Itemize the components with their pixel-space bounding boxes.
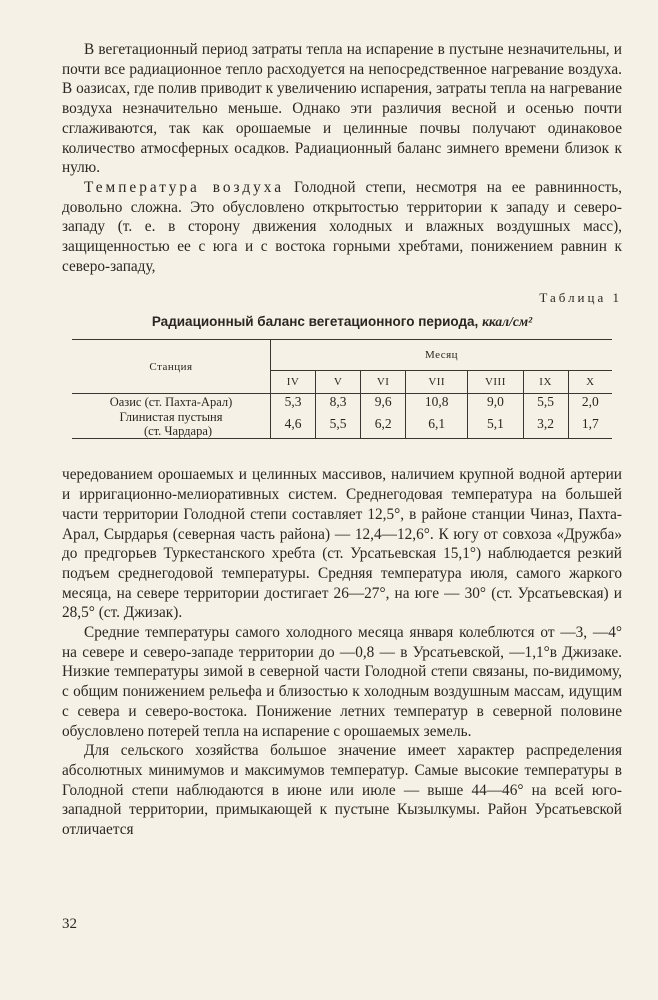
paragraph-air-temperature-text: Голодной степи, несмотря на ее равнинность, довольно сложна. Это обусловлено открытостью территории к западу и северо-западу (т. е. в сторону движения холодных и влажных воздушных масс), защищенностью ее с юга и с востока горными хребтами, понижением равнин к северо-западу, [62, 178, 623, 275]
month-header: Месяц [271, 340, 613, 371]
month-vii: VII [406, 371, 468, 394]
station-clay-desert-line2: (ст. Чардара) [143, 424, 213, 439]
page-number: 32 [62, 916, 77, 932]
paragraph-january-temperature: Средние температуры самого холодного месяца января колеблются от —3, —4° на севере и северо-западе территории до —0,8 — в Урсатьевской, —1,1°в Джизаке. Низкие температуры зимой в северной части Голодной степи связаны, по-видимому, с общим понижением рельефа и близостью к холодным воздушным массам, идущим с севера и северо-востока. Понижение летних температур в северной половине обусловлено потерей тепла на испарение с орошаемых земель. [62, 624, 622, 740]
station-clay-desert [72, 410, 271, 439]
table-cell: 9,6 [361, 394, 406, 411]
radiation-balance-table [72, 339, 612, 439]
paragraph-radiation-heat: В вегетационный период затраты тепла на испарение в пустыне незначительны, и почти все радиационное тепло расходуется на непосредственное нагревание воздуха. В оазисах, где полив приводит к увеличению испарения, затраты тепла на нагревание воздуха незначительно меньше. Однако эти различия весной и осенью почти сглаживаются, так как орошаемые и целинные почвы получают одинаковое количество атмосферных осадков. Радиационный баланс зимнего времени близок к нулю. [62, 41, 622, 177]
month-x: X [568, 371, 612, 394]
table-cell: 5,5 [316, 410, 361, 439]
table-cell: 5,5 [523, 394, 568, 411]
month-iv: IV [271, 371, 316, 394]
table-caption [62, 314, 622, 330]
table-cell: 10,8 [406, 394, 468, 411]
spaced-lead-phrase: Температура воздуха [84, 178, 284, 196]
table-cell: 5,1 [468, 410, 523, 439]
table-caption-unit: ккал/см² [482, 314, 533, 330]
table-cell: 3,2 [523, 410, 568, 439]
paragraph-air-temperature [62, 178, 622, 277]
table-cell: 6,1 [406, 410, 468, 439]
month-viii: VIII [468, 371, 523, 394]
station-header: Станция [72, 340, 271, 394]
month-vi: VI [361, 371, 406, 394]
month-v: V [316, 371, 361, 394]
paragraph-mean-temperature: чередованием орошаемых и целинных массивов, наличием крупной водной артерии и ирригационно-мелиоративных систем. Среднегодовая температура на большей части территории Голодной степи составляет 12,5°, в районе станции Чиназ, Пахта-Арал, Сырдарья (северная часть района) — 12,4—12,6°. К югу от совхоза «Дружба» до предгорьев Туркестанского хребта (ст. Урсатьевская 15,1°) наблюдается резкий подъем среднегодовой температуры. Средняя температура июля, самого жаркого месяца, на севере территории достигает 26—27°, на юге — 30° (ст. Урсатьевская) и 28,5° (ст. Джизак). [62, 466, 622, 622]
table-cell: 9,0 [468, 394, 523, 411]
table-cell: 2,0 [568, 394, 612, 411]
table-cell: 8,3 [316, 394, 361, 411]
table-header-row [72, 340, 612, 371]
table-row [72, 394, 612, 411]
station-oasis: Оазис (ст. Пахта-Арал) [72, 394, 271, 411]
paragraph-extremes: Для сельского хозяйства большое значение имеет характер распределения абсолютных минимумов и максимумов температур. Самые высокие температуры в Голодной степи наблюдаются в июне или июле — выше 44—46° на всей юго-западной территории, примыкающей к пустыне Кызылкумы. Район Урсатьевской отличается [62, 742, 622, 839]
table-caption-text: Радиационный баланс вегетационного периода, [151, 314, 479, 330]
table-row [72, 410, 612, 439]
month-ix: IX [523, 371, 568, 394]
station-clay-desert-line1: Глинистая пустыня [119, 410, 223, 425]
table-cell: 5,3 [284, 394, 302, 410]
table-cell: 4,6 [284, 416, 302, 432]
table-cell: 6,2 [361, 410, 406, 439]
table-number: Таблица 1 [539, 290, 622, 306]
table-cell: 1,7 [568, 410, 612, 439]
page-body [62, 40, 622, 840]
